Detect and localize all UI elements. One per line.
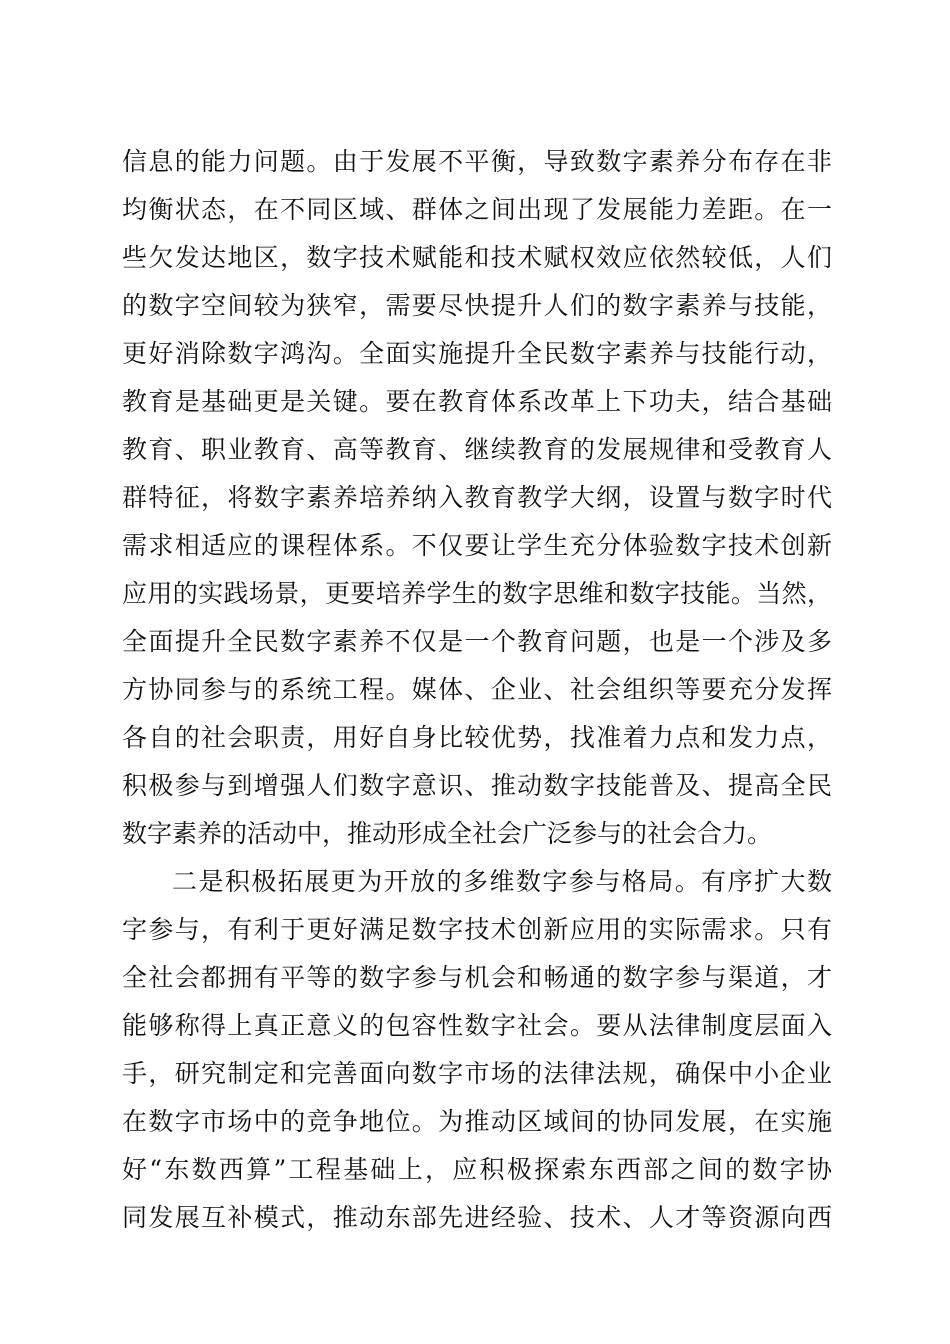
paragraph-line: 能够称得上真正意义的包容性数字社会。要从法律制度层面入 <box>122 1011 832 1040</box>
paragraph-line: 字参与，有利于更好满足数字技术创新应用的实际需求。只有 <box>122 915 832 944</box>
paragraph-line: 需求相适应的课程体系。不仅要让学生充分体验数字技术创新 <box>122 531 832 560</box>
paragraph-line: 各自的社会职责，用好自身比较优势，找准着力点和发力点， <box>122 723 832 752</box>
paragraph-line: 教育是基础更是关键。要在教育体系改革上下功夫，结合基础 <box>122 387 832 416</box>
paragraph-line: 全社会都拥有平等的数字参与机会和畅通的数字参与渠道，才 <box>122 963 832 992</box>
paragraph-line: 在数字市场中的竞争地位。为推动区域间的协同发展，在实施 <box>122 1107 832 1136</box>
paragraph-line: 教育、职业教育、高等教育、继续教育的发展规律和受教育人 <box>122 435 832 464</box>
paragraph-line: 更好消除数字鸿沟。全面实施提升全民数字素养与技能行动， <box>122 339 832 368</box>
paragraph-line: 信息的能力问题。由于发展不平衡，导致数字素养分布存在非 <box>122 147 832 176</box>
paragraph-line: 数字素养的活动中，推动形成全社会广泛参与的社会合力。 <box>122 819 773 848</box>
paragraph-line: 手，研究制定和完善面向数字市场的法律法规，确保中小企业 <box>122 1059 832 1088</box>
paragraph-line: 方协同参与的系统工程。媒体、企业、社会组织等要充分发挥 <box>122 675 832 704</box>
paragraph-line: 同发展互补模式，推动东部先进经验、技术、人才等资源向西 <box>122 1203 832 1232</box>
paragraph-line: 均衡状态，在不同区域、群体之间出现了发展能力差距。在一 <box>122 195 832 224</box>
paragraph-line: 些欠发达地区，数字技术赋能和技术赋权效应依然较低，人们 <box>122 243 832 272</box>
paragraph-line: 应用的实践场景，更要培养学生的数字思维和数字技能。当然， <box>122 579 832 608</box>
paragraph-line: 全面提升全民数字素养不仅是一个教育问题，也是一个涉及多 <box>122 627 832 656</box>
paragraph-line: 二是积极拓展更为开放的多维数字参与格局。有序扩大数 <box>172 867 832 896</box>
paragraph-line: 积极参与到增强人们数字意识、推动数字技能普及、提高全民 <box>122 771 832 800</box>
paragraph-line: 的数字空间较为狭窄，需要尽快提升人们的数字素养与技能， <box>122 291 832 320</box>
paragraph-line: 好“东数西算”工程基础上，应积极探索东西部之间的数字协 <box>122 1155 832 1184</box>
paragraph-line: 群特征，将数字素养培养纳入教育教学大纲，设置与数字时代 <box>122 483 832 512</box>
